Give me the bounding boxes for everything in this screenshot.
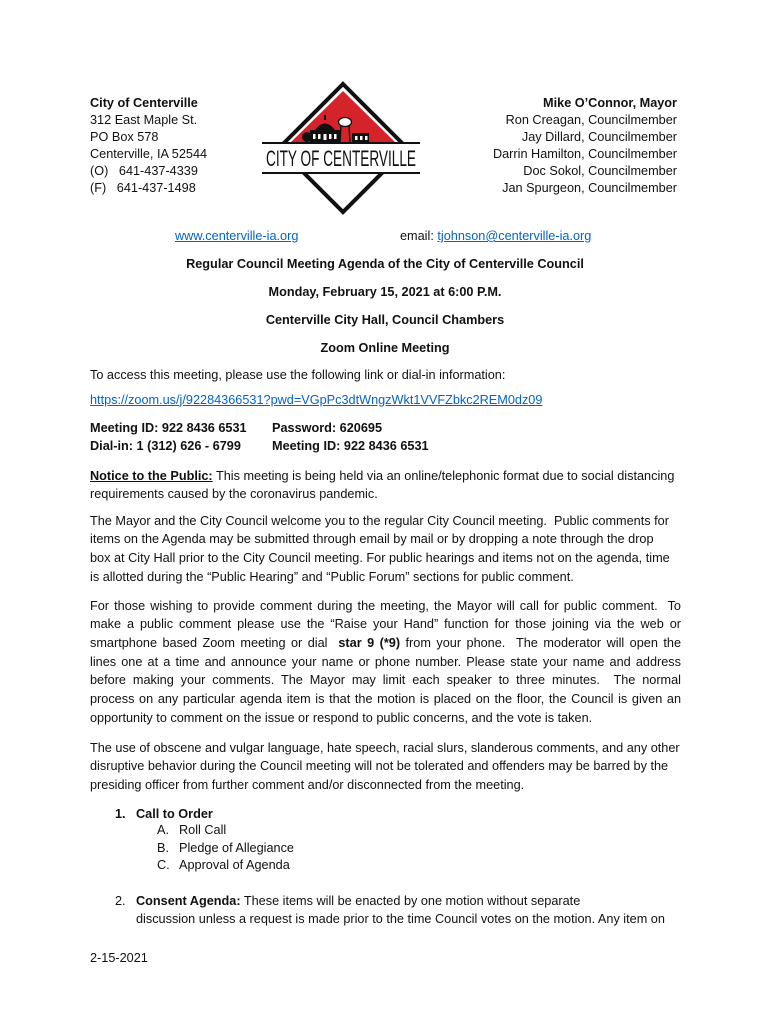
notice-text: This meeting is being held via an online/telephonic format due to social distancing (212, 469, 675, 483)
dial-in-column-left (90, 419, 247, 455)
email-link[interactable]: tjohnson@centerville-ia.org (437, 229, 592, 243)
paragraph-line: items on the Agenda may be submitted through email by mail or by dropping a note through the drop (90, 532, 654, 547)
city-logo (258, 80, 424, 216)
office-phone: (O) 641-437-4339 (90, 163, 198, 178)
notice-line: requirements caused by the coronavirus pandemic. (90, 487, 378, 501)
mayor-name: Mike O’Connor, Mayor (543, 95, 677, 110)
agenda-item-number: 2. (115, 894, 126, 908)
agenda-subitem-letters (157, 822, 170, 875)
dial-in-number: Dial-in: 1 (312) 626 - 6799 (90, 439, 241, 453)
footer-date: 2-15-2021 (90, 951, 148, 965)
paragraph-line (90, 634, 681, 653)
paragraph-line: opportunity to comment on the issue or respond to public concerns, and the vote is taken. (90, 710, 593, 725)
paragraph-line: box at City Hall prior to the City Council meeting. For public hearings and items not on the agenda, time (90, 551, 670, 566)
public-notice (90, 467, 681, 503)
subitem-approval: Approval of Agenda (179, 858, 290, 873)
city-name: City of Centerville (90, 95, 198, 110)
councilmember: Darrin Hamilton, Councilmember (492, 146, 677, 161)
meeting-format: Zoom Online Meeting (320, 341, 450, 355)
email-row (400, 227, 591, 245)
address-city-state-zip: Centerville, IA 52544 (90, 146, 208, 161)
consent-agenda-line (136, 892, 665, 910)
dial-instruction-text: smartphone based Zoom meeting or dial (90, 636, 339, 651)
agenda-subitem-list (179, 822, 294, 875)
meeting-date-time: Monday, February 15, 2021 at 6:00 P.M. (268, 285, 502, 299)
council-block (493, 95, 677, 197)
meeting-location: Centerville City Hall, Council Chambers (265, 313, 505, 327)
address-street: 312 East Maple St. (90, 112, 198, 127)
fax-number: (F) 641-437-1498 (90, 180, 196, 195)
public-comment-paragraph (90, 597, 681, 728)
paragraph-line: process on any particular agenda item is that the motion is placed on the floor, the Council is given an (90, 692, 681, 707)
consent-agenda-line: discussion unless a request is made prior to the time Council votes on the motion. Any item on (136, 912, 665, 926)
conduct-paragraph (90, 739, 681, 795)
dial-instruction-text: from your phone. The moderator will open the (400, 636, 682, 651)
website-link[interactable]: www.centerville-ia.org (175, 229, 299, 243)
subitem-letter: A. (157, 823, 169, 838)
notice-line (90, 467, 681, 485)
zoom-meeting-link[interactable]: https://zoom.us/j/92284366531?pwd=VGpPc3dtWngzWkt1VVFZbkc2REM0dz09 (90, 392, 543, 407)
paragraph-line: make a public comment please use the “Raise your Hand” function for those joining via the web or (90, 617, 681, 632)
agenda-item-number: 1. (115, 807, 126, 821)
paragraph-line: presiding officer from further comment and/or disconnected from the meeting. (90, 777, 525, 792)
paragraph-line: The use of obscene and vulgar language, hate speech, racial slurs, slanderous comments, and any other (90, 740, 680, 755)
subitem-letter: B. (157, 840, 169, 855)
agenda-item-title: Call to Order (136, 807, 213, 821)
subitem-letter: C. (157, 858, 170, 873)
city-contact-block (90, 95, 207, 197)
paragraph-line: For those wishing to provide comment during the meeting, the Mayor will call for public comment. To (90, 598, 681, 613)
subitem-roll-call: Roll Call (179, 823, 227, 838)
councilmember: Doc Sokol, Councilmember (523, 163, 677, 178)
paragraph-line: disruptive behavior during the Council meeting will not be tolerated and offenders may be barred by the (90, 759, 669, 774)
agenda-title-block (0, 250, 770, 362)
notice-label: Notice to the Public: (90, 469, 213, 483)
access-intro: To access this meeting, please use the following link or dial-in information: (90, 367, 506, 382)
paragraph-line: The Mayor and the City Council welcome you to the regular City Council meeting. Public comments for (90, 513, 669, 528)
dial-in-column-right (272, 419, 429, 455)
agenda-item-title: Consent Agenda: (136, 894, 241, 908)
councilmember: Ron Creagan, Councilmember (505, 112, 677, 127)
meeting-id: Meeting ID: 922 8436 6531 (90, 421, 247, 435)
meeting-id: Meeting ID: 922 8436 6531 (272, 439, 429, 453)
paragraph-line: before making your comments. The Mayor may limit each speaker to three minutes. The normal (90, 673, 681, 688)
paragraph-line: lines one at a time and announce your name or phone number. Please state your name and address (90, 654, 681, 669)
logo-text: CITY OF CENTERVILLE (266, 146, 416, 171)
meeting-password: Password: 620695 (272, 421, 383, 435)
subitem-pledge: Pledge of Allegiance (179, 840, 294, 855)
email-label: email: (400, 229, 438, 243)
page-title: Regular Council Meeting Agenda of the City of Centerville Council (186, 257, 584, 271)
paragraph-line: is allotted during the “Public Hearing” and “Public Forum” sections for public comment. (90, 569, 574, 584)
welcome-paragraph (90, 512, 681, 587)
councilmember: Jay Dillard, Councilmember (521, 129, 677, 144)
consent-agenda-block (136, 892, 665, 928)
address-po-box: PO Box 578 (90, 129, 159, 144)
councilmember: Jan Spurgeon, Councilmember (502, 180, 677, 195)
star-nine-instruction: star 9 (*9) (338, 636, 401, 651)
consent-agenda-text: These items will be enacted by one motion without separate (240, 894, 581, 908)
